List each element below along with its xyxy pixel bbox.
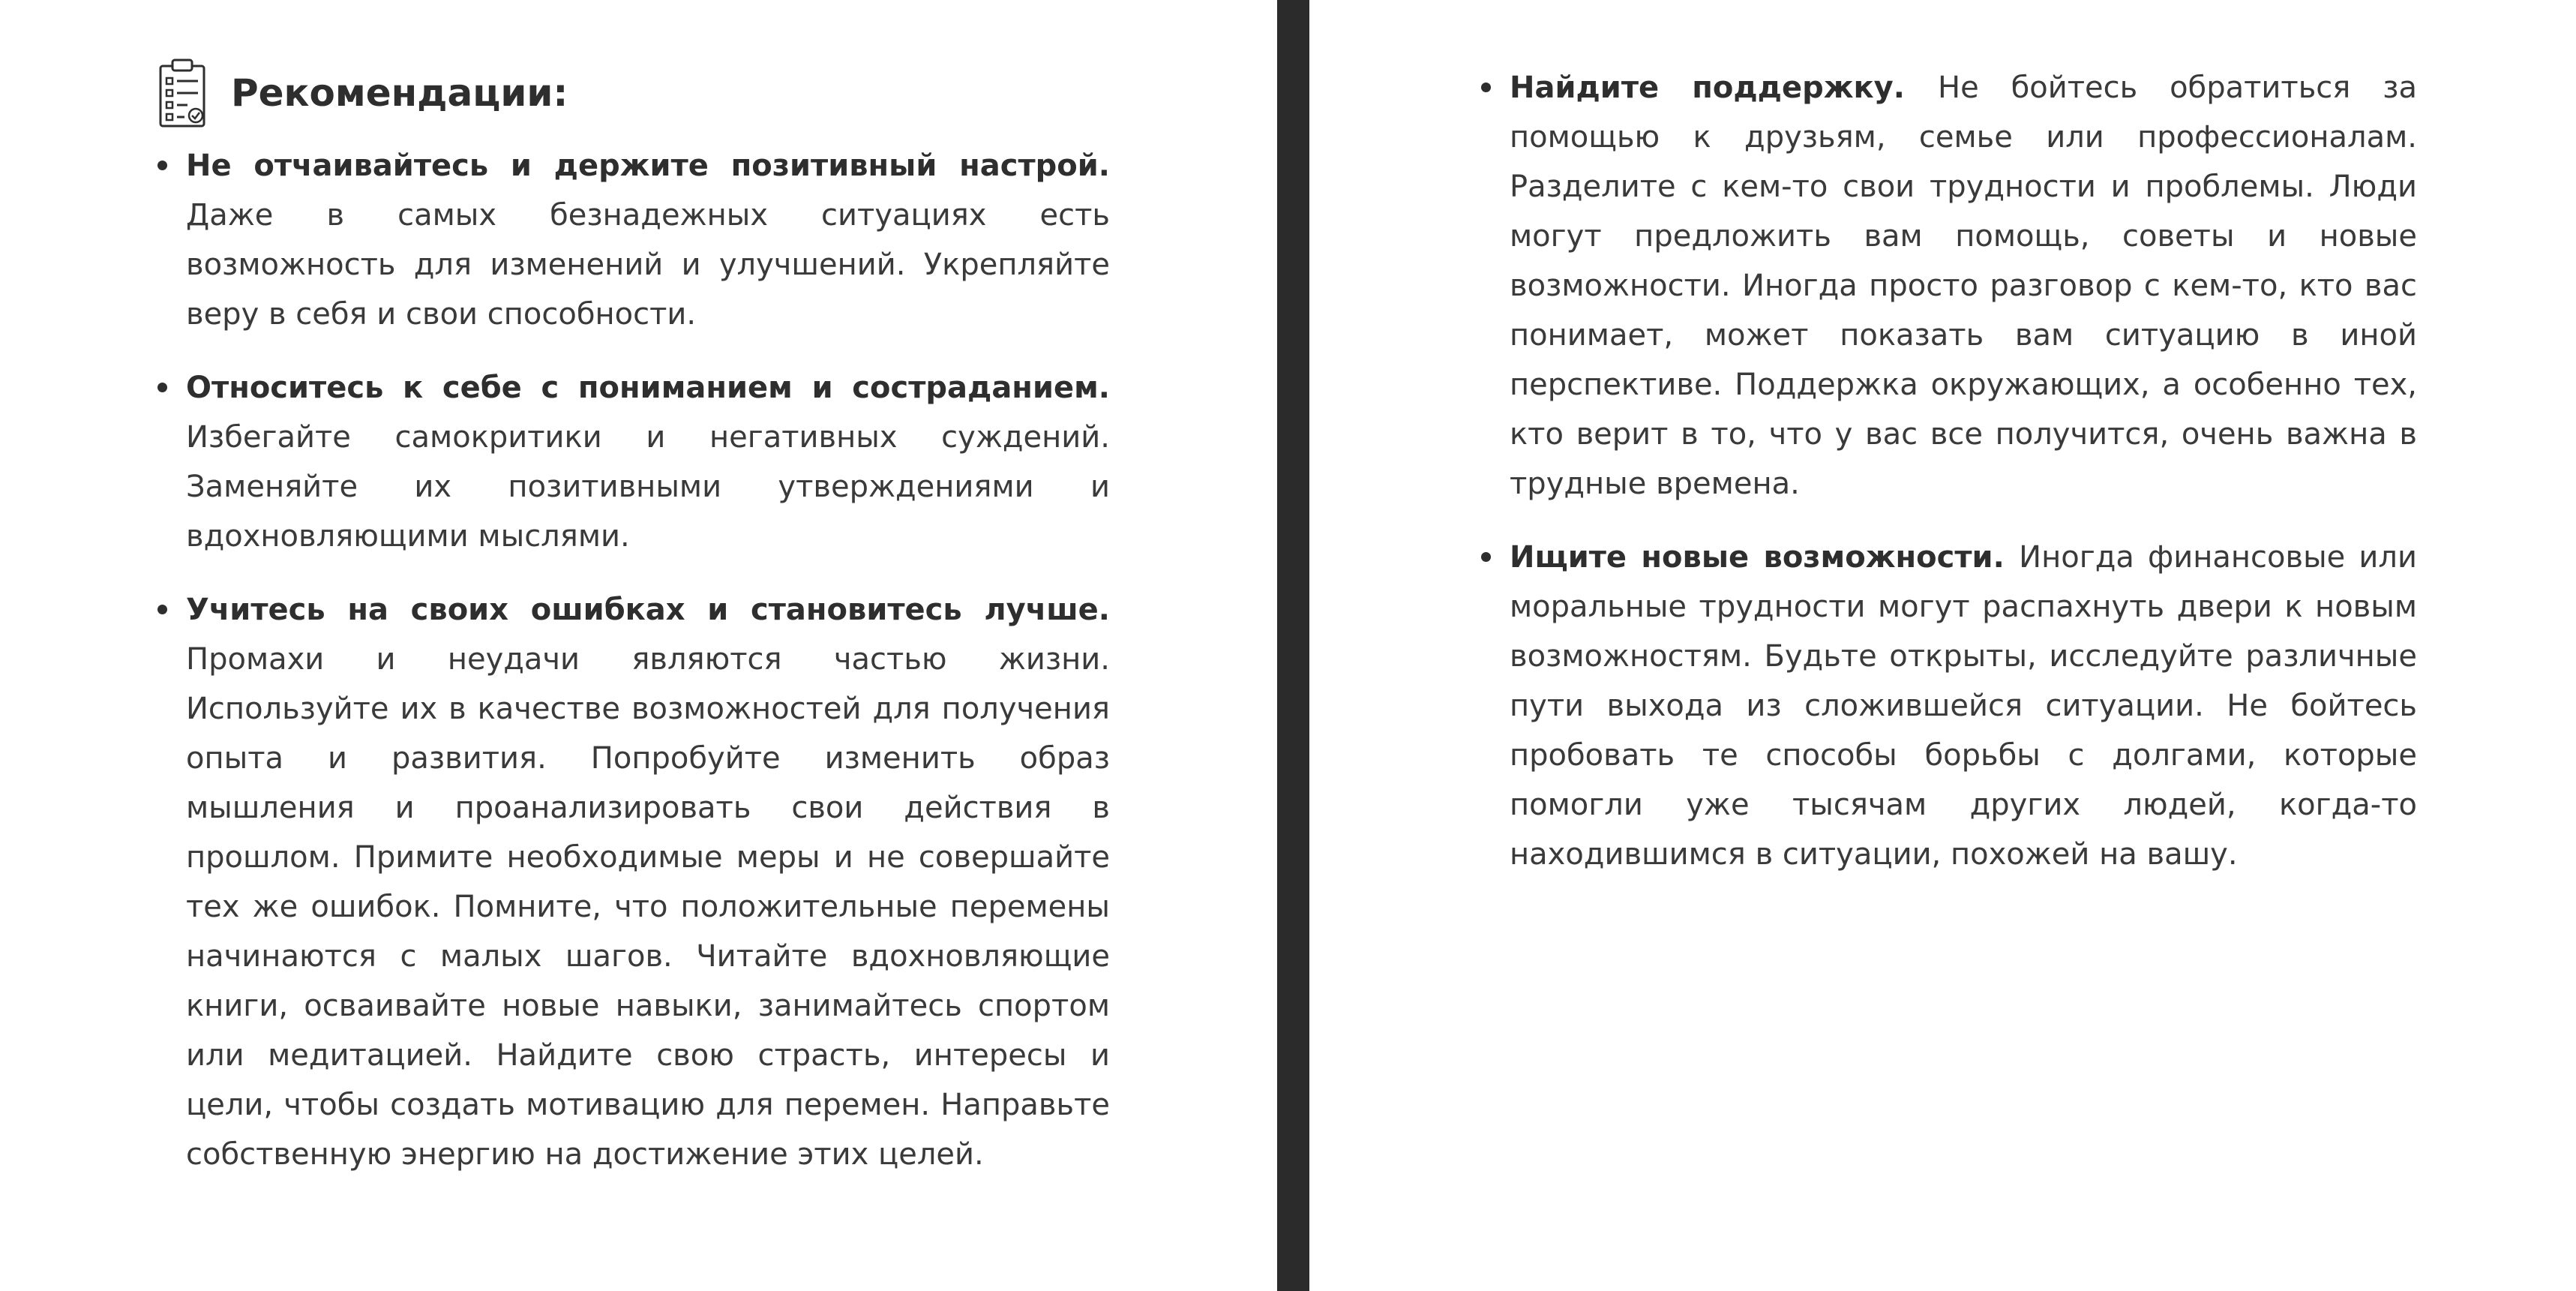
recommendations-list-left <box>186 141 1110 1203</box>
item-title: Относитесь к себе с пониманием и состраданием. <box>186 371 1110 405</box>
page-title: Рекомендации: <box>231 71 568 115</box>
list-item <box>1510 533 2417 879</box>
left-page <box>0 0 1277 1291</box>
bullet-icon <box>157 161 167 170</box>
item-title: Не отчаивайтесь и держите позитивный настрой. <box>186 149 1110 183</box>
item-text: Промахи и неудачи являются частью жизни. Используйте их в качестве возможностей для получения опыта и развития. Попробуйте изменить образ мышления и проанализировать свои действия в прошлом. Примите необходимые меры и не совершайте тех же ошибок. Помните, что положительные перемены начинаются с малых шагов. Читайте вдохновляющие книги, осваивайте новые навыки, занимайтесь спортом или медитацией. Найдите свою страсть, интересы и цели, чтобы создать мотивацию для перемен. Направьте собственную энергию на достижение этих целей. <box>186 642 1110 1172</box>
bullet-icon <box>1481 83 1491 92</box>
bullet-icon <box>157 605 167 614</box>
item-text: Избегайте самокритики и негативных суждений. Заменяйте их позитивными утверждениями и вдохновляющими мыслями. <box>186 420 1110 554</box>
bullet-icon <box>157 383 167 392</box>
bullet-icon <box>1481 552 1491 562</box>
book-spine <box>1277 0 1309 1291</box>
item-title: Учитесь на своих ошибках и становитесь лучше. <box>186 593 1110 627</box>
item-title: Ищите новые возможности. <box>1510 540 2020 575</box>
list-item <box>186 585 1110 1179</box>
item-text: Не бойтесь обратиться за помощью к друзьям, семье или профессионалам. Разделите с кем-то свои трудности и проблемы. Люди могут предложить вам помощь, советы и новые возможности. Иногда просто разговор с кем-то, кто вас понимает, может показать вам ситуацию в иной перспективе. Поддержка окружающих, а особенно тех, кто верит в то, что у вас все получится, очень важна в трудные времена. <box>1510 71 2418 501</box>
recommendations-heading <box>157 57 568 129</box>
recommendations-list-right <box>1510 63 2417 903</box>
item-title: Найдите поддержку. <box>1510 71 1939 105</box>
list-item <box>186 363 1110 561</box>
clipboard-checklist-icon <box>157 57 207 129</box>
item-text: Иногда финансовые или моральные трудности могут распахнуть двери к новым возможностям. Будьте открыты, исследуйте различные пути выхода из сложившейся ситуации. Не бойтесь пробовать те способы борьбы с долгами, которые помогли уже тысячам других людей, когда-то находившимся в ситуации, похожей на вашу. <box>1510 540 2417 872</box>
list-item <box>186 141 1110 339</box>
item-text: Даже в самых безнадежных ситуациях есть возможность для изменений и улучшений. Укрепляйте веру в себя и свои способности. <box>186 198 1110 332</box>
list-item <box>1510 63 2417 509</box>
